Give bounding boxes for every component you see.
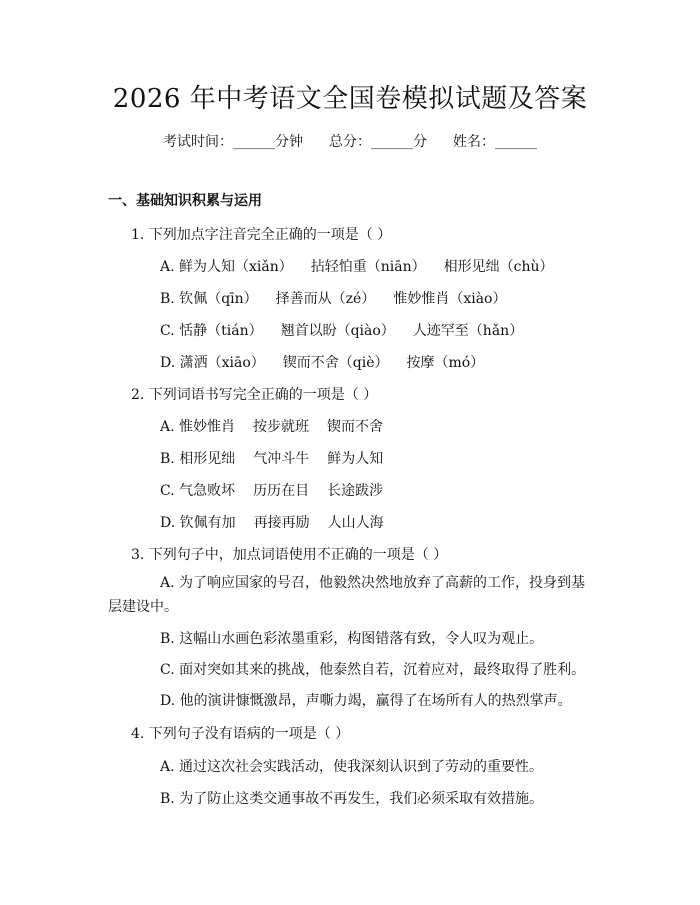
question-4-stem: 4. 下列句子没有语病的一项是（ ） (131, 726, 350, 742)
question-4-option-a: A. 通过这次社会实践活动，使我深刻认识到了劳动的重要性。 (160, 759, 544, 775)
question-2-stem: 2. 下列词语书写完全正确的一项是（ ） (131, 387, 378, 403)
question-2-option-b: B. 相形见绌 气冲斗牛 鲜为人知 (160, 451, 384, 467)
student-name: 姓名：______ (453, 134, 537, 150)
exam-time: 考试时间：______分钟 (163, 134, 303, 150)
question-2-option-a: A. 惟妙惟肖 按步就班 锲而不舍 (160, 419, 384, 435)
question-1-option-c: C. 恬静（tián） 翘首以盼（qiào） 人迹罕至（hǎn） (160, 323, 524, 339)
page-title: 2026 年中考语文全国卷模拟试题及答案 (112, 84, 588, 114)
section-heading: 一、基础知识积累与运用 (108, 193, 262, 209)
question-3-option-a: A. 为了响应国家的号召，他毅然决然地放弃了高薪的工作，投身到基层建设中。 (108, 575, 586, 615)
question-4-option-b: B. 为了防止这类交通事故不再发生，我们必须采取有效措施。 (160, 791, 544, 807)
question-1-option-b: B. 钦佩（qīn） 择善而从（zé） 惟妙惟肖（xiào） (160, 291, 507, 307)
question-3-stem: 3. 下列句子中，加点词语使用不正确的一项是（ ） (131, 547, 448, 563)
exam-score: 总分：______分 (329, 134, 427, 150)
question-1-stem: 1. 下列加点字注音完全正确的一项是（ ） (131, 227, 392, 243)
question-1-option-a: A. 鲜为人知（xiǎn） 拈轻怕重（niān） 相形见绌（chù） (160, 259, 554, 275)
question-3-option-d: D. 他的演讲慷慨激昂，声嘶力竭，赢得了在场所有人的热烈掌声。 (160, 693, 572, 709)
question-3-option-c: C. 面对突如其来的挑战，他泰然自若，沉着应对，最终取得了胜利。 (160, 662, 586, 678)
exam-meta (0, 131, 700, 151)
question-2-option-d: D. 钦佩有加 再接再励 人山人海 (160, 515, 384, 531)
question-3-option-b: B. 这幅山水画色彩浓墨重彩，构图错落有致，令人叹为观止。 (160, 631, 544, 647)
question-2-option-c: C. 气急败坏 历历在目 长途跋涉 (160, 483, 384, 499)
question-1-option-d: D. 潇洒（xiāo） 锲而不舍（qiè） 按摩（mó） (160, 355, 485, 371)
